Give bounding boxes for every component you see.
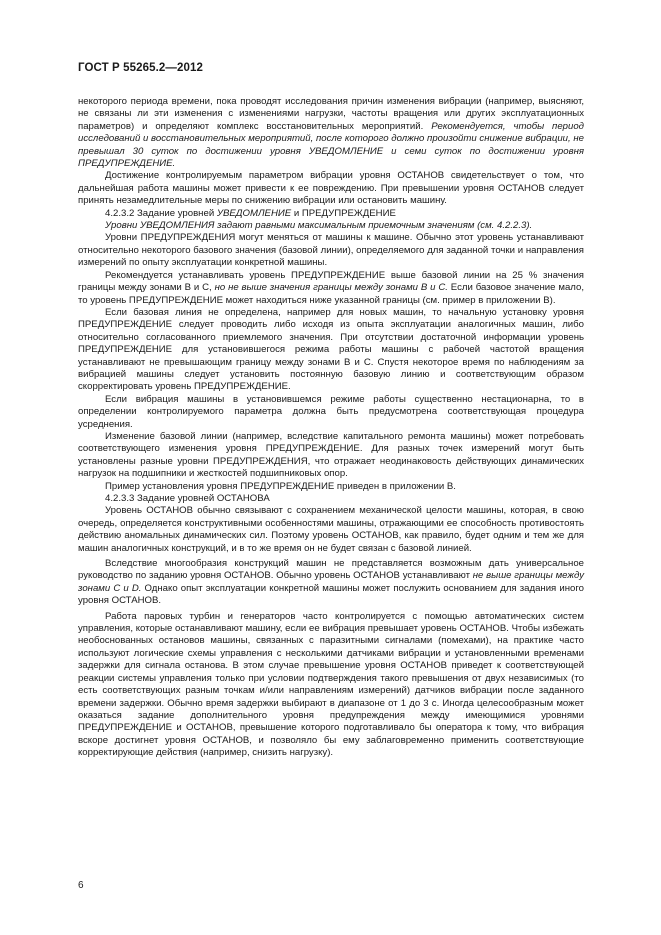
paragraph-text: некоторого периода времени, пока проводят исследования причин изменения вибрации (например, выясняют, не связаны ли эти изменения с изменениями нагрузки, частоты вращения или других эксплуатационных параметров) и определяют комплекс восстановительных мероприятий. bbox=[78, 96, 584, 132]
paragraph bbox=[78, 394, 584, 431]
heading-text: 4.2.3.2 Задание уровней bbox=[105, 207, 217, 219]
paragraph-text: Рекомендуется устанавливать уровень ПРЕДУПРЕЖДЕНИЕ выше базовой линии на 25 % значения границы между зонами В и С, bbox=[78, 269, 584, 294]
paragraph bbox=[78, 232, 584, 269]
paragraph-text: Если базовое значение мало, то уровень ПРЕДУПРЕЖДЕНИЕ может находиться ниже указанной границы (см. пример в приложении В). bbox=[78, 282, 584, 306]
paragraph-text: Уровень ОСТАНОВ обычно связывают с сохранением механической целости машины, которая, в свою очередь, определяется конструктивными особенностями машины, отражающими ее способность противостоять действию аномальных динамических сил. Поэтому уровень ОСТАНОВ, как правило, будет одним и тем же для машин аналогичных конструкций, и в то же время он не будет связан с базовой линией. bbox=[78, 505, 584, 554]
paragraph-text: Пример установления уровня ПРЕДУПРЕЖДЕНИЕ приведен в приложении В. bbox=[105, 480, 456, 492]
standard-code-header: ГОСТ Р 55265.2—2012 bbox=[78, 62, 203, 74]
paragraph bbox=[78, 558, 584, 608]
paragraph-italic-text: не выше границы между зонами С и D. bbox=[78, 570, 584, 594]
paragraph bbox=[78, 96, 584, 170]
section-heading-4-2-3-2 bbox=[78, 208, 584, 220]
paragraph-italic-text: Рекомендуется, чтобы период исследований и восстановительных мероприятий, после которого должно произойти снижение вибрации, не превышал 30 суток по достижении уровня УВЕДОМЛЕНИЕ и семи суток по достижении уровня ПРЕДУПРЕЖДЕНИЕ. bbox=[78, 120, 584, 170]
paragraph-text: Достижение контролируемым параметром вибрации уровня ОСТАНОВ свидетельствует о том, что дальнейшая работа машины может привести к ее повреждению. При превышении уровня ОСТАНОВ следует принять незамедлительные меры по снижению вибрации или остановить машину. bbox=[78, 170, 584, 207]
heading-text: 4.2.3.3 Задание уровней ОСТАНОВА bbox=[105, 493, 270, 504]
paragraph bbox=[78, 505, 584, 555]
paragraph-italic-text: но не выше значения границы между зонами В и С. bbox=[214, 282, 448, 294]
paragraph-text: Изменение базовой линии (например, вследствие капитального ремонта машины) может потребовать соответствующего изменения уровня ПРЕДУПРЕЖДЕНИЕ. Для разных точек измерений могут быть установлены разные уровни ПРЕДУПРЕЖДЕНИЯ, что отражает неодинаковость действующих динамических нагрузок на подшипники и жесткостей подшипниковых опор. bbox=[78, 430, 584, 480]
paragraph bbox=[78, 270, 584, 307]
paragraph bbox=[78, 481, 584, 493]
paragraph-italic-text: Уровни УВЕДОМЛЕНИЯ задают равными максимальным приемочным значениям (см. 4.2.2.3). bbox=[105, 220, 533, 232]
paragraph bbox=[78, 611, 584, 760]
paragraph-text: Однако опыт эксплуатации конкретной машины может послужить основанием для задания иного уровня ОСТАНОВ. bbox=[78, 582, 584, 607]
heading-italic-text: УВЕДОМЛЕНИЕ bbox=[216, 207, 292, 219]
paragraph-text: Работа паровых турбин и генераторов часто контролируется с помощью автоматических систем управления, которые останавливают машину, если ее вибрация превышает уровень ОСТАНОВ. Чтобы избежать необоснованных остановов машины, связанных с паразитными сигналами (помехами), на практике часто используют логические схемы управления с несколькими датчиками вибрации и установленными временами задержки для сигнала останова. В этом случае превышение уровня ОСТАНОВ приведет к соответствующей реакции системы управления только при условии подтверждения такого превышения от двух независимых (то есть соответствующих разным точкам и/или направлениям измерений) датчиков вибрации после заданного времени задержки. Обычно время задержки выбирают в диапазоне от 1 до 3 с. Иногда целесообразным может оказаться задание дополнительного уровня предупреждения между имеющимися уровнями ПРЕДУПРЕЖДЕНИЕ и ОСТАНОВ, превышение которого подготавливало бы оператора к тому, что вибрация вскоре достигнет уровня ОСТАНОВ, и позволяло бы ему заблаговременно применить соответствующие корректирующие действия (например, снизить нагрузку). bbox=[78, 610, 584, 759]
paragraph bbox=[78, 220, 584, 232]
paragraph-text: Уровни ПРЕДУПРЕЖДЕНИЯ могут меняться от машины к машине. Обычно этот уровень устанавливают относительно некоторого базового значения (базовой линии), определяемого для заданной точки и направления измерений по опыту эксплуатации конкретной машины. bbox=[78, 232, 584, 269]
page-number: 6 bbox=[78, 880, 84, 891]
section-heading-4-2-3-3 bbox=[78, 493, 584, 505]
paragraph-text: Вследствие многообразия конструкций машин не представляется возможным дать универсальное руководство по заданию уровня ОСТАНОВ. Обычно уровень ОСТАНОВ устанавливают bbox=[78, 558, 584, 582]
heading-text: и ПРЕДУПРЕЖДЕНИЕ bbox=[291, 207, 396, 219]
document-body bbox=[78, 96, 584, 760]
paragraph bbox=[78, 431, 584, 481]
paragraph bbox=[78, 307, 584, 394]
paragraph bbox=[78, 170, 584, 207]
paragraph-text: Если базовая линия не определена, например для новых машин, то начальную установку уровня ПРЕДУПРЕЖДЕНИЕ следует проводить либо исходя из опыта эксплуатации аналогичных машин, либо относительно согласованного приемлемого значения. При отсутствии достаточной информации уровень ПРЕДУПРЕЖДЕНИЕ для установившегося режима работы машины с рабочей частотой вращения устанавливают не превышающим границу между зонами В и С. Спустя некоторое время по наблюдениям за вибрацией машины следует установить постоянную базовую линию и соответствующим образом скорректировать уровень ПРЕДУПРЕЖДЕНИЕ. bbox=[78, 306, 584, 393]
paragraph-text: Если вибрация машины в установившемся режиме работы существенно нестационарна, то в определении контролируемого параметра должна быть предусмотрена соответствующая процедура усреднения. bbox=[78, 393, 584, 430]
